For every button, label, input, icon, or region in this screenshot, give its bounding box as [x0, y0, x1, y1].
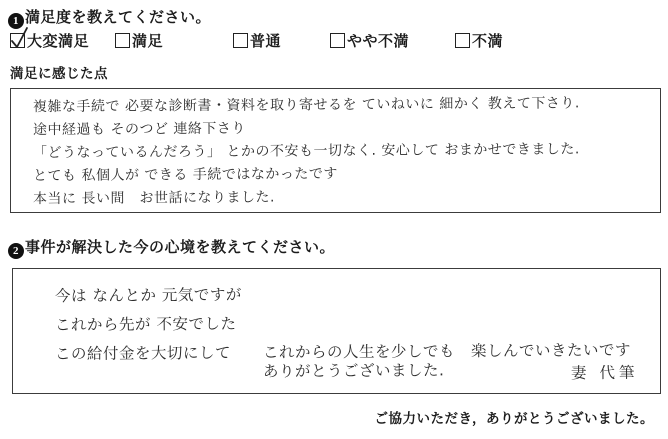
option-label: 不満 — [472, 34, 504, 50]
option-2[interactable] — [233, 30, 281, 51]
checkbox-somewhat-dissatisfied[interactable] — [330, 33, 345, 48]
question1-title — [8, 6, 211, 29]
handwritten-answer-1 — [11, 89, 660, 209]
option-label: 満足 — [132, 34, 164, 50]
handwritten-signature: 妻 代筆 — [570, 363, 639, 383]
handwritten-line: 途中経過も そのつど 連絡下さり — [32, 120, 246, 139]
question2-title-text: 事件が解決した今の心境を教えてください。 — [25, 240, 336, 256]
handwritten-line: 「どうなっているんだろう」 とかの不安も一切なく. 安心して おまかせできました. — [32, 141, 580, 162]
option-4[interactable] — [455, 30, 503, 51]
option-1[interactable] — [115, 30, 163, 51]
handwritten-thanks: ありがとうございました. — [262, 361, 445, 381]
question1-number-icon: 1 — [8, 13, 24, 29]
check-icon — [9, 26, 31, 50]
checkbox-satisfied[interactable] — [115, 33, 130, 48]
handwritten-answer-2 — [13, 269, 660, 367]
option-label: 大変満足 — [27, 34, 90, 50]
handwritten-line: 今は なんとか 元気ですが — [54, 285, 242, 306]
question2-title — [8, 236, 335, 259]
option-3[interactable] — [330, 30, 409, 51]
handwritten-line: 複雑な手続で 必要な診断書・資料を取り寄せるを ていねいに 細かく 教えて下さり. — [32, 95, 580, 116]
checkbox-dissatisfied[interactable] — [455, 33, 470, 48]
handwritten-line: 本当に 長い間 お世話になりました. — [32, 189, 275, 208]
checkbox-very-satisfied[interactable] — [10, 33, 25, 48]
checkbox-neutral[interactable] — [233, 33, 248, 48]
option-0[interactable] — [10, 30, 89, 51]
current-feelings-answer-box — [12, 268, 661, 394]
handwritten-line: これから先が 不安でした — [54, 314, 237, 335]
footer-thanks-text: ご協力いただき，ありがとうございました。 — [374, 411, 654, 426]
handwritten-line: この給付金を大切にして これからの人生を少しでも 楽しんでいきたいです — [54, 341, 632, 364]
handwritten-line: とても 私個人が できる 手続ではなかったです — [32, 166, 338, 185]
satisfied-points-answer-box — [10, 88, 661, 213]
satisfied-points-label: 満足に感じた点 — [10, 66, 108, 81]
satisfaction-options — [0, 30, 668, 50]
option-label: 普通 — [250, 34, 282, 50]
question2-number-icon: 2 — [8, 243, 24, 259]
question1-title-text: 満足度を教えてください。 — [25, 10, 212, 26]
option-label: やや不満 — [347, 34, 410, 50]
